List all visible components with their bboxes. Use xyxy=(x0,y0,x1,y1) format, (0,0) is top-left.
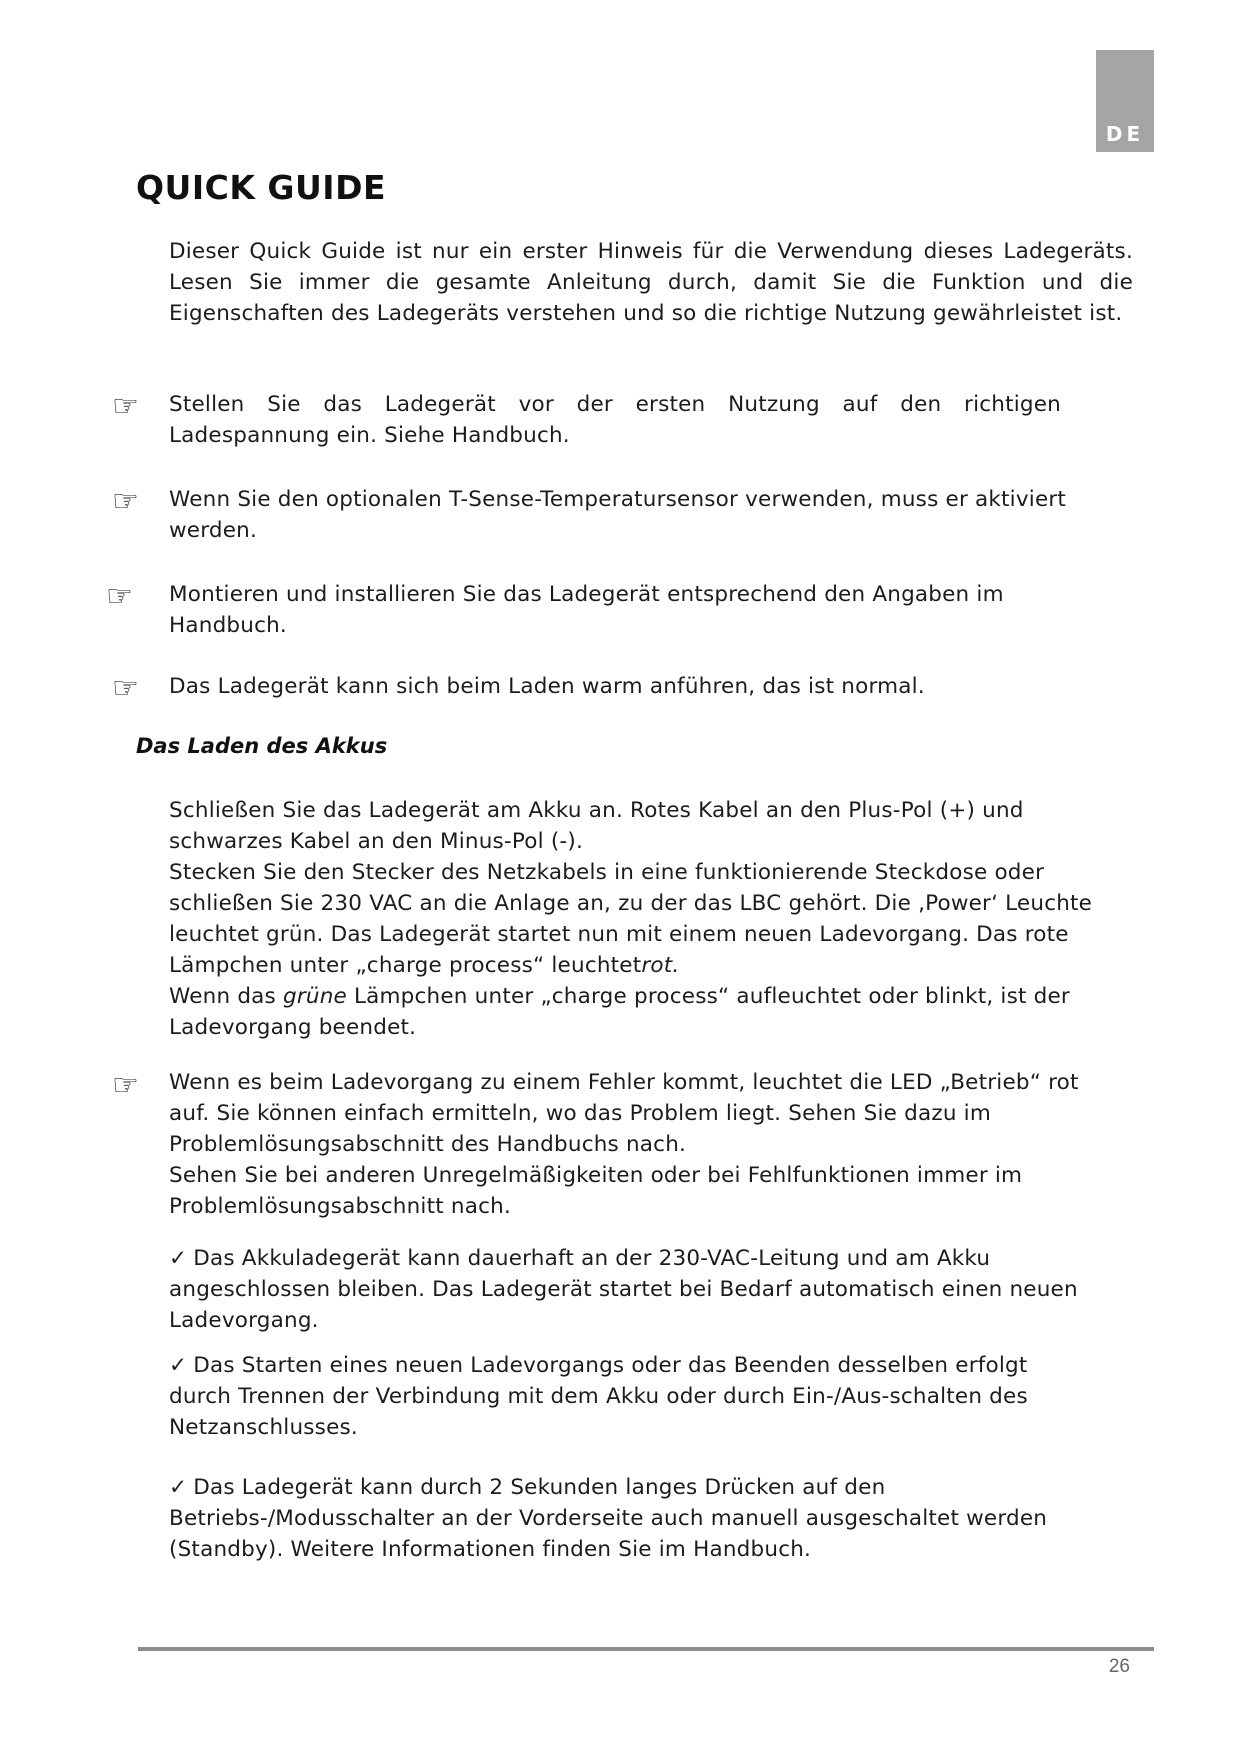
charging-paragraph-complete xyxy=(169,981,1114,1043)
pointing-hand-icon: ☞ xyxy=(112,484,139,519)
check-mark-icon: ✓ xyxy=(169,1353,188,1378)
charging-paragraph-connect: Schließen Sie das Ladegerät am Akku an. Rotes Kabel an den Plus-Pol (+) und schwarzes Kabel an den Minus-Pol (-). xyxy=(169,798,1024,854)
error-note-troubleshooting: Sehen Sie bei anderen Unregelmäßigkeiten oder bei Fehlfunktionen immer im Problemlösungsabschnitt nach. xyxy=(169,1163,1023,1219)
note-warm: Das Ladegerät kann sich beim Laden warm anführen, das ist normal. xyxy=(169,674,925,699)
charging-instructions xyxy=(169,795,1114,1043)
footer-divider xyxy=(138,1647,1154,1651)
charging-power-text: Stecken Sie den Stecker des Netzkabels in eine funktionierende Steckdose oder schließen Sie 230 VAC an die Anlage an, zu der das LBC gehört. Die ‚Power‘ Leuchte leuchtet grün. Das Ladegerät startet nun mit einem neuen Ladevorgang. Das rote Lämpchen unter „charge process“ leuchtet xyxy=(169,860,1093,978)
pointing-hand-icon: ☞ xyxy=(112,671,139,706)
language-tab-label: DE xyxy=(1105,122,1145,146)
note-installation: Montieren und installieren Sie das Ladegerät entsprechend den Angaben im Handbuch. xyxy=(169,582,1004,638)
check-item-text: Das Ladegerät kann durch 2 Sekunden langes Drücken auf den Betriebs-/Modusschalter an der Vorderseite auch manuell ausgeschaltet werden (Standby). Weitere Informationen finden Sie im Handbuch. xyxy=(169,1475,1048,1562)
charging-paragraph-power xyxy=(169,857,1114,981)
charging-green-emphasis: grüne xyxy=(282,984,347,1009)
charging-complete-text-start: Wenn das xyxy=(169,984,283,1009)
error-note-led: Wenn es beim Ladevorgang zu einem Fehler kommt, leuchtet die LED „Betrieb“ rot auf. Sie können einfach ermitteln, wo das Problem liegt. Sehen Sie dazu im Problemlösungsabschnitt des Handbuchs nach. xyxy=(169,1070,1079,1157)
page-number: 26 xyxy=(1108,1656,1130,1677)
check-item-text: Das Akkuladegerät kann dauerhaft an der 230-VAC-Leitung und am Akku angeschlossen bleiben. Das Ladegerät startet bei Bedarf automatisch einen neuen Ladevorgang. xyxy=(169,1246,1078,1333)
pointing-hand-icon: ☞ xyxy=(106,579,133,614)
check-item xyxy=(169,1350,1069,1443)
language-tab xyxy=(1096,50,1154,152)
error-note xyxy=(169,1067,1114,1222)
note-temperature-sensor: Wenn Sie den optionalen T-Sense-Temperatursensor verwenden, muss er aktiviert werden. xyxy=(169,487,1067,543)
charging-red-emphasis: rot. xyxy=(641,953,680,978)
note-voltage: Stellen Sie das Ladegerät vor der ersten Nutzung auf den richtigen Ladespannung ein. Siehe Handbuch. xyxy=(169,392,1061,448)
section-title: Das Laden des Akkus xyxy=(136,734,388,758)
pointing-hand-icon: ☞ xyxy=(112,389,139,424)
check-mark-icon: ✓ xyxy=(169,1246,188,1271)
page-title: QUICK GUIDE xyxy=(136,168,387,207)
charging-complete-text-end: Lämpchen unter „charge process“ aufleuchtet oder blinkt, ist der Ladevorgang beendet. xyxy=(169,984,1070,1040)
check-item-text: Das Starten eines neuen Ladevorgangs oder das Beenden desselben erfolgt durch Trennen der Verbindung mit dem Akku oder durch Ein-/Aus-schalten des Netzanschlusses. xyxy=(169,1353,1028,1440)
check-item xyxy=(169,1472,1079,1565)
check-item xyxy=(169,1243,1089,1336)
pointing-hand-icon: ☞ xyxy=(112,1068,139,1103)
check-mark-icon: ✓ xyxy=(169,1475,188,1500)
intro-paragraph: Dieser Quick Guide ist nur ein erster Hinweis für die Verwendung dieses Ladegeräts. Lesen Sie immer die gesamte Anleitung durch, damit Sie die Funktion und die Eigenschaften des Ladegeräts verstehen und so die richtige Nutzung gewährleistet ist. xyxy=(169,239,1133,326)
